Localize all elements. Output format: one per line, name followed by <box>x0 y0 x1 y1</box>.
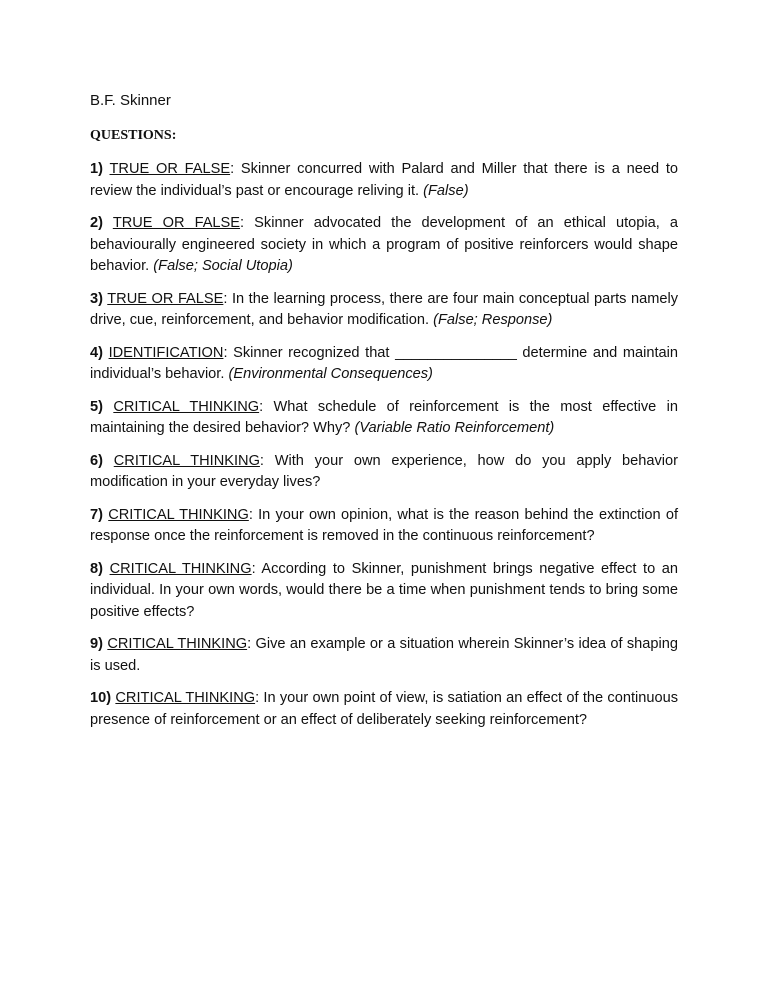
question-category: TRUE OR FALSE <box>112 215 241 231</box>
question-item <box>90 505 678 548</box>
question-text: : In your own point of view, is satiation an effect of the continuous presence of reinforcement or an effect of deliberately seeking reinforcement? <box>90 690 679 728</box>
question-category: CRITICAL THINKING <box>108 506 249 523</box>
question-text: : With your own experience, how do you apply behavior modification in your everyday lives? <box>90 452 678 490</box>
question-text: : According to Skinner, punishment brings negative effect to an individual. In your own words, would there be a time when punishment tends to bring some positive effects? <box>90 560 678 620</box>
question-answer: (False) <box>423 182 469 199</box>
question-text: : In the learning process, there are four main conceptual parts namely drive, cue, reinforcement, and behavior modification. <box>90 290 679 328</box>
question-item <box>90 343 678 386</box>
question-category: CRITICAL THINKING <box>113 452 260 469</box>
question-category: CRITICAL THINKING <box>113 398 260 415</box>
question-item <box>90 289 678 332</box>
question-category: CRITICAL THINKING <box>107 636 248 652</box>
question-item <box>90 559 678 624</box>
document-page <box>90 90 678 742</box>
document-title: B.F. Skinner <box>90 92 171 109</box>
question-item <box>90 451 678 494</box>
question-number: 7) <box>90 506 103 523</box>
question-category: IDENTIFICATION <box>108 344 224 361</box>
question-category: CRITICAL THINKING <box>109 560 252 577</box>
question-number: 5) <box>90 398 103 415</box>
question-text: : Give an example or a situation wherein Skinner’s idea of shaping is used. <box>90 636 679 674</box>
question-answer: (False; Response) <box>433 312 553 328</box>
question-answer: (Environmental Consequences) <box>228 366 433 382</box>
question-answer: (False; Social Utopia) <box>153 258 293 274</box>
question-item <box>90 159 678 202</box>
question-category: TRUE OR FALSE <box>109 161 231 177</box>
question-item <box>90 213 678 278</box>
question-item <box>90 634 678 677</box>
question-number: 6) <box>90 452 103 469</box>
question-number: 10) <box>90 690 112 706</box>
question-text: : In your own opinion, what is the reason behind the extinction of response once the reinforcement is removed in the continuous reinforcement? <box>90 506 679 544</box>
question-item <box>90 688 678 731</box>
question-number: 1) <box>90 161 103 177</box>
question-number: 4) <box>90 344 103 361</box>
question-number: 8) <box>90 560 103 577</box>
section-heading: QUESTIONS: <box>90 128 177 143</box>
question-answer: (Variable Ratio Reinforcement) <box>354 420 555 436</box>
question-text: : Skinner advocated the development of an ethical utopia, a behaviourally engineered society in which a program of positive reinforcers would shape behavior. <box>90 215 679 274</box>
question-text: : Skinner recognized that _______________ determine and maintain individual’s behavior. <box>90 344 678 382</box>
question-text: : What schedule of reinforcement is the most effective in maintaining the desired behavior? Why? <box>90 398 678 436</box>
question-number: 9) <box>90 636 103 652</box>
question-item <box>90 397 678 440</box>
question-text: : Skinner concurred with Palard and Miller that there is a need to review the individual’s past or encourage reliving it. <box>90 161 678 199</box>
question-number: 3) <box>90 290 103 307</box>
question-number: 2) <box>90 215 103 231</box>
question-category: CRITICAL THINKING <box>115 690 256 706</box>
question-category: TRUE OR FALSE <box>107 290 224 307</box>
